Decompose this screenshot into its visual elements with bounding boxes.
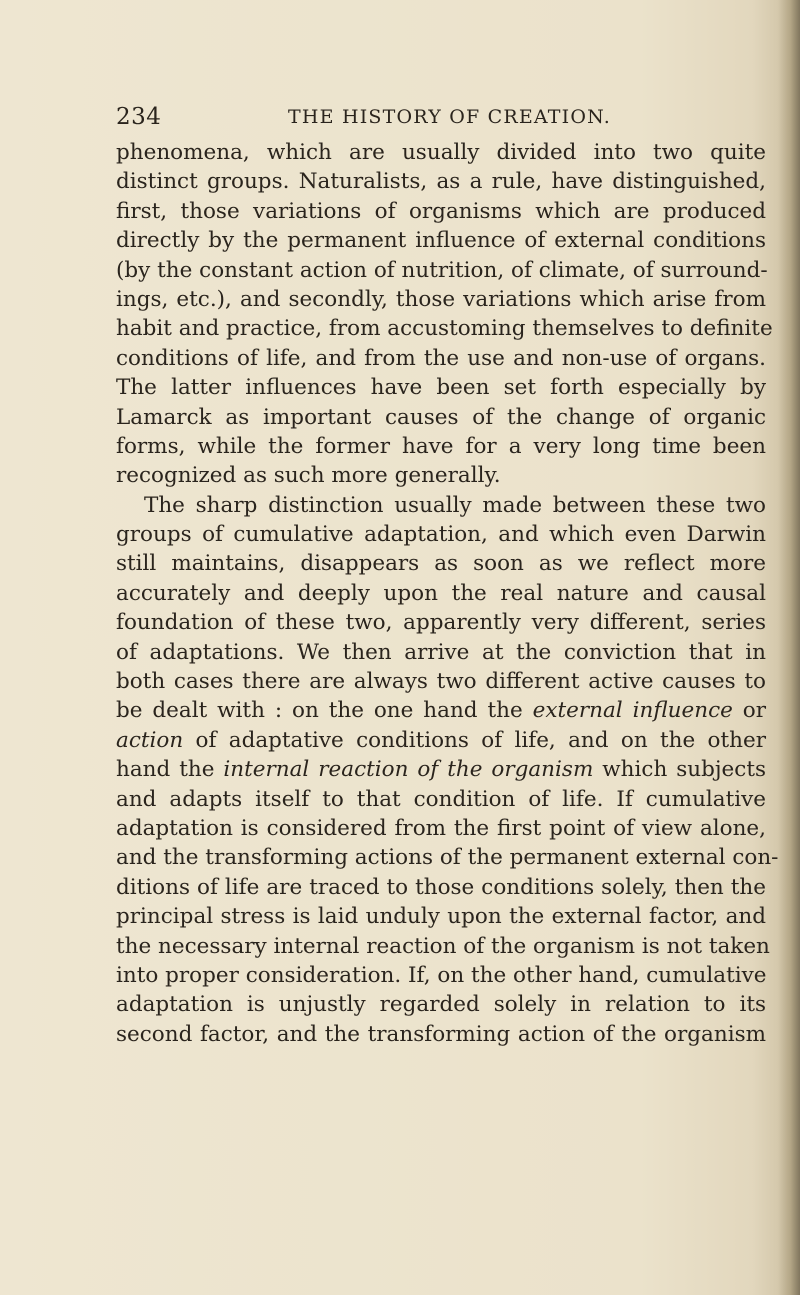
text-segment: of adaptative conditions of life, and on the other — [183, 727, 766, 753]
text-line: directly by the permanent influence of external conditions — [116, 228, 766, 254]
text-line: first, those variations of organisms which are produced — [116, 198, 766, 224]
text-line: habit and practice, from accustoming themselves to definite — [116, 316, 773, 342]
page-header — [116, 104, 736, 138]
italic-term: external influence — [532, 698, 733, 724]
text-line — [116, 755, 766, 784]
text-line: The sharp distinction usually made between these two — [144, 492, 766, 518]
text-line: ings, etc.), and secondly, those variations which arise from — [116, 286, 766, 312]
text-line: the necessary internal reaction of the organism is not taken — [116, 933, 770, 959]
text-line: accurately and deeply upon the real nature and causal — [116, 580, 766, 606]
text-line: (by the constant action of nutrition, of climate, of surround- — [116, 257, 768, 283]
text-line: distinct groups. Naturalists, as a rule, have distinguished, — [116, 169, 766, 195]
page-number: 234 — [116, 104, 162, 130]
text-line: conditions of life, and from the use and non-use of organs. — [116, 345, 766, 371]
page-edge-shadow — [778, 0, 800, 1295]
text-line: groups of cumulative adaptation, and which even Darwin — [116, 522, 766, 548]
text-line: adaptation is considered from the first point of view alone, — [116, 815, 766, 841]
text-segment: which subjects — [593, 757, 766, 783]
text-line — [116, 696, 766, 725]
body-text — [116, 138, 779, 1049]
text-line: both cases there are always two different active causes to — [116, 669, 766, 695]
text-line: second factor, and the transforming action of the organism — [116, 1021, 766, 1047]
italic-term: action — [116, 727, 184, 753]
text-line: The latter influences have been set forth especially by — [116, 375, 766, 401]
text-segment: hand the — [116, 757, 224, 783]
text-line: into proper consideration. If, on the other hand, cumulative — [116, 962, 767, 988]
text-line: and adapts itself to that condition of life. If cumulative — [116, 786, 766, 812]
text-line: ditions of life are traced to those conditions solely, then the — [116, 874, 766, 900]
text-line: foundation of these two, apparently very different, series — [116, 610, 766, 636]
text-line: recognized as such more generally. — [116, 463, 501, 489]
text-line — [116, 726, 766, 755]
text-line: of adaptations. We then arrive at the conviction that in — [116, 639, 766, 665]
running-title: THE HISTORY OF CREATION. — [288, 106, 611, 128]
text-line: adaptation is unjustly regarded solely in relation to its — [116, 992, 766, 1018]
text-line: still maintains, disappears as soon as we reflect more — [116, 551, 766, 577]
text-line: phenomena, which are usually divided into two quite — [116, 140, 766, 165]
text-segment: be dealt with : on the one hand the — [116, 698, 533, 724]
text-segment: or — [732, 698, 766, 724]
text-line: and the transforming actions of the permanent external con- — [116, 845, 779, 871]
text-line: principal stress is laid unduly upon the external factor, and — [116, 904, 766, 930]
italic-term: internal reaction of the organism — [223, 757, 594, 783]
text-line: forms, while the former have for a very long time been — [116, 433, 766, 459]
text-line: Lamarck as important causes of the change of organic — [116, 404, 766, 430]
